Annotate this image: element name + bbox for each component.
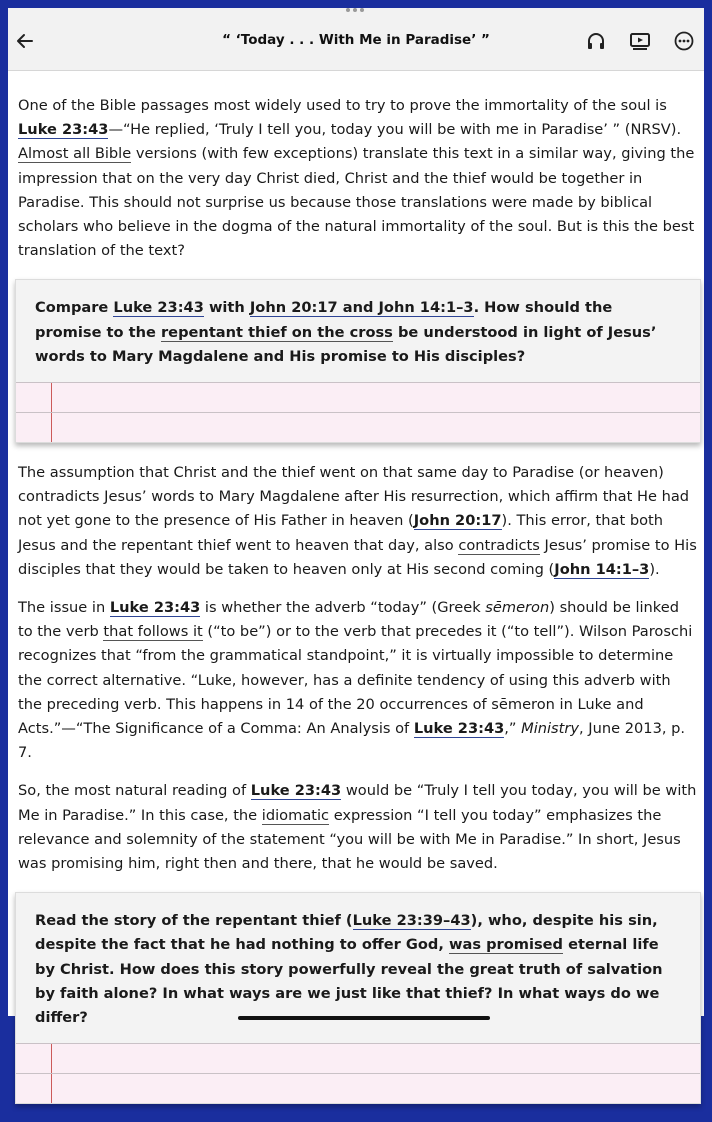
answer-line[interactable] — [16, 1043, 700, 1073]
top-bar — [8, 8, 704, 71]
highlighted-text: that follows it — [103, 623, 203, 641]
paragraph-4: So, the most natural reading of Luke 23:43 would be “Truly I tell you today, you will be with Me in Paradise.” In this case, the idiomatic expression “I tell you today” emphasizes the relevance and solemnity of the statement “you will be with Me in Paradise.” In short, Jesus was promising him, right then and there, that he would be saved. — [18, 782, 697, 873]
highlighted-text: Almost all Bible — [18, 145, 132, 163]
answer-line[interactable] — [16, 1073, 700, 1103]
drag-handle[interactable] — [346, 8, 364, 12]
arrow-left-icon[interactable] — [14, 30, 36, 52]
scripture-link-luke-23-43[interactable]: Luke 23:43 — [18, 121, 109, 139]
scripture-link-luke-23-43[interactable]: Luke 23:43 — [413, 720, 505, 738]
paragraph-3: The issue in Luke 23:43 is whether the adverb “today” (Greek sēmeron) should be linked to the verb that follows it (“to be”) or to the verb that precedes it (“to tell”). Wilson Paroschi recognizes that “from the grammatical standpoint,” it is virtually impossible to determine the correct alternative. “Luke, however, has a definite tendency of using this adverb with the preceding verb. This happens in 14 of the 20 occurrences of sēmeron in Luke and Acts.”—“The Significance of a Comma: An Analysis of Luke 23:43,” Ministry, June 2013, p. 7. — [18, 599, 693, 762]
scripture-link-john-20-17-john-14-1-3[interactable]: John 20:17 and John 14:1–3 — [249, 299, 474, 317]
scripture-link-luke-23-43[interactable]: Luke 23:43 — [250, 782, 342, 800]
scripture-link-john-20-17[interactable]: John 20:17 — [413, 512, 502, 530]
scripture-link-luke-23-39-43[interactable]: Luke 23:39–43 — [352, 912, 471, 930]
highlighted-text: idiomatic — [261, 806, 330, 824]
headphones-icon[interactable] — [584, 29, 608, 53]
home-indicator[interactable] — [238, 1016, 490, 1020]
paragraph-1: One of the Bible passages most widely used to try to prove the immortality of the soul is Luke 23:43—“He replied, ‘Truly I tell you, today you will be with me in Paradise’ ” (NRSV). Almost all Bible versions (with few exceptions) translate this text in a similar way, giving the impression that on the very day Christ died, Christ and the thief would be together in Paradise. This should not surprise us because those translations were made by biblical scholars who believe in the dogma of the natural immortality of the soul. But is this the best translation of the text? — [18, 97, 695, 260]
question-box-1 — [15, 279, 701, 443]
answer-line[interactable] — [16, 412, 700, 442]
scripture-link-luke-23-43[interactable]: Luke 23:43 — [113, 299, 204, 317]
scripture-link-luke-23-43[interactable]: Luke 23:43 — [109, 599, 201, 617]
play-video-icon[interactable] — [628, 29, 652, 53]
reader-screen — [8, 8, 704, 1027]
answer-line[interactable] — [16, 382, 700, 412]
paragraph-2: The assumption that Christ and the thief went on that same day to Paradise (or heaven) contradicts Jesus’ words to Mary Magdalene after His resurrection, which affirm that He had not yet gone to the presence of His Father in heaven (John 20:17). This error, that both Jesus and the repentant thief went to heaven that day, also contradicts Jesus’ promise to His disciples that they would be taken to heaven only at His second coming (John 14:1–3). — [18, 464, 697, 578]
highlighted-text: was promised — [448, 936, 563, 954]
lesson-content — [18, 94, 698, 1122]
question-text: Read the story of the repentant thief (Luke 23:39–43), who, despite his sin, despite the fact that he had nothing to offer God, was promised eternal life by Christ. How does this story powerfully reveal the great truth of salvation by faith alone? In what ways are we just like that thief? In what ways do we differ? — [35, 912, 663, 1027]
highlighted-text: repentant thief on the cross — [160, 323, 393, 341]
scripture-link-john-14-1-3[interactable]: John 14:1–3 — [554, 560, 650, 578]
more-ellipsis-icon[interactable] — [672, 29, 696, 53]
question-box-2 — [15, 892, 701, 1104]
question-text: Compare Luke 23:43 with John 20:17 and John 14:1–3. How should the promise to the repentant thief on the cross be understood in light of Jesus’ words to Mary Magdalene and His promise to His disciples? — [35, 299, 657, 365]
highlighted-text: contradicts — [458, 536, 540, 554]
page-title: “ ‘Today . . . With Me in Paradise’ ” — [222, 32, 490, 48]
